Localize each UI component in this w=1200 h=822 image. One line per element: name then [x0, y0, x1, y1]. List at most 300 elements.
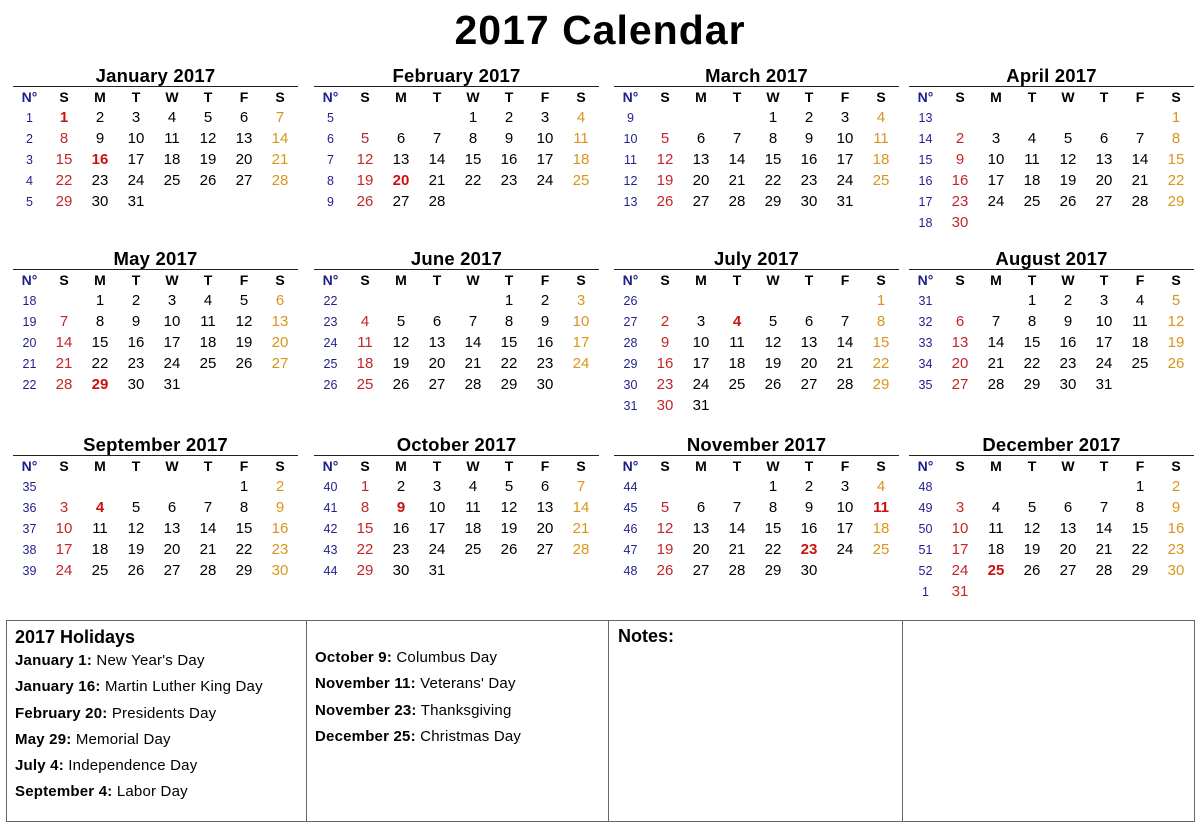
day-cell[interactable]: 16	[127, 334, 145, 351]
day-cell[interactable]: 1	[360, 478, 370, 495]
day-cell[interactable]: 6	[1099, 130, 1109, 147]
day-cell[interactable]: 11	[873, 499, 889, 516]
day-cell[interactable]: 25	[199, 355, 217, 372]
day-cell[interactable]: 23	[271, 541, 289, 558]
day-cell[interactable]: 30	[656, 397, 674, 414]
day-cell[interactable]: 29	[1023, 376, 1041, 393]
day-cell[interactable]: 1	[1135, 478, 1145, 495]
day-cell[interactable]: 15	[91, 334, 109, 351]
day-cell[interactable]: 24	[692, 376, 710, 393]
day-cell[interactable]: 26	[656, 562, 674, 579]
day-cell[interactable]: 16	[1059, 334, 1077, 351]
day-cell[interactable]: 29	[235, 562, 253, 579]
day-cell[interactable]: 10	[536, 130, 554, 147]
day-cell[interactable]: 11	[357, 334, 373, 351]
day-cell[interactable]: 12	[392, 334, 410, 351]
day-cell[interactable]: 4	[1027, 130, 1037, 147]
day-cell[interactable]: 25	[91, 562, 109, 579]
day-cell[interactable]: 27	[1059, 562, 1077, 579]
day-cell[interactable]: 22	[1023, 355, 1041, 372]
day-cell[interactable]: 15	[872, 334, 890, 351]
day-cell[interactable]: 24	[836, 172, 854, 189]
day-cell[interactable]: 3	[840, 478, 850, 495]
day-cell[interactable]: 12	[656, 520, 674, 537]
day-cell[interactable]: 26	[764, 376, 782, 393]
day-cell[interactable]: 10	[836, 130, 854, 147]
day-cell[interactable]: 30	[392, 562, 410, 579]
day-cell[interactable]: 18	[1023, 172, 1041, 189]
day-cell[interactable]: 29	[1131, 562, 1149, 579]
day-cell[interactable]: 30	[800, 562, 818, 579]
day-cell[interactable]: 28	[464, 376, 482, 393]
day-cell[interactable]: 27	[536, 541, 554, 558]
day-cell[interactable]: 19	[500, 520, 518, 537]
day-cell[interactable]: 19	[656, 172, 674, 189]
day-cell[interactable]: 19	[764, 355, 782, 372]
day-cell[interactable]: 6	[432, 313, 442, 330]
day-cell[interactable]: 15	[1131, 520, 1149, 537]
day-cell[interactable]: 9	[275, 499, 285, 516]
day-cell[interactable]: 16	[656, 355, 674, 372]
day-cell[interactable]: 8	[504, 313, 514, 330]
day-cell[interactable]: 7	[1099, 499, 1109, 516]
day-cell[interactable]: 8	[768, 499, 778, 516]
day-cell[interactable]: 17	[987, 172, 1005, 189]
notes-panel[interactable]	[609, 621, 903, 821]
day-cell[interactable]: 24	[428, 541, 446, 558]
day-cell[interactable]: 17	[55, 541, 73, 558]
day-cell[interactable]: 13	[271, 313, 289, 330]
day-cell[interactable]: 21	[199, 541, 217, 558]
day-cell[interactable]: 30	[800, 193, 818, 210]
day-cell[interactable]: 15	[500, 334, 518, 351]
day-cell[interactable]: 9	[955, 151, 965, 168]
day-cell[interactable]: 19	[356, 172, 374, 189]
day-cell[interactable]: 28	[199, 562, 217, 579]
day-cell[interactable]: 11	[465, 499, 481, 516]
day-cell[interactable]: 15	[356, 520, 374, 537]
day-cell[interactable]: 1	[59, 109, 69, 126]
day-cell[interactable]: 17	[1095, 334, 1113, 351]
day-cell[interactable]: 26	[1167, 355, 1185, 372]
day-cell[interactable]: 11	[200, 313, 216, 330]
day-cell[interactable]: 2	[95, 109, 105, 126]
day-cell[interactable]: 9	[95, 130, 105, 147]
day-cell[interactable]: 20	[392, 172, 410, 189]
day-cell[interactable]: 6	[540, 478, 550, 495]
day-cell[interactable]: 4	[468, 478, 478, 495]
day-cell[interactable]: 31	[692, 397, 710, 414]
day-cell[interactable]: 20	[692, 172, 710, 189]
day-cell[interactable]: 20	[536, 520, 554, 537]
day-cell[interactable]: 29	[500, 376, 518, 393]
day-cell[interactable]: 20	[1059, 541, 1077, 558]
day-cell[interactable]: 23	[500, 172, 518, 189]
day-cell[interactable]: 27	[800, 376, 818, 393]
day-cell[interactable]: 28	[1095, 562, 1113, 579]
day-cell[interactable]: 6	[239, 109, 249, 126]
day-cell[interactable]: 28	[728, 562, 746, 579]
day-cell[interactable]: 14	[987, 334, 1005, 351]
day-cell[interactable]: 19	[1023, 541, 1041, 558]
day-cell[interactable]: 17	[163, 334, 181, 351]
day-cell[interactable]: 29	[91, 376, 109, 393]
day-cell[interactable]: 22	[235, 541, 253, 558]
day-cell[interactable]: 17	[836, 151, 854, 168]
day-cell[interactable]: 11	[988, 520, 1004, 537]
day-cell[interactable]: 25	[872, 541, 890, 558]
day-cell[interactable]: 3	[59, 499, 69, 516]
day-cell[interactable]: 21	[728, 172, 746, 189]
day-cell[interactable]: 22	[872, 355, 890, 372]
day-cell[interactable]: 11	[1024, 151, 1040, 168]
day-cell[interactable]: 15	[1167, 151, 1185, 168]
notes-blank-panel[interactable]	[903, 621, 1194, 821]
day-cell[interactable]: 5	[360, 130, 370, 147]
day-cell[interactable]: 16	[800, 151, 818, 168]
day-cell[interactable]: 7	[732, 499, 742, 516]
day-cell[interactable]: 26	[356, 193, 374, 210]
day-cell[interactable]: 25	[1023, 193, 1041, 210]
day-cell[interactable]: 30	[271, 562, 289, 579]
day-cell[interactable]: 18	[163, 151, 181, 168]
day-cell[interactable]: 25	[163, 172, 181, 189]
day-cell[interactable]: 15	[235, 520, 253, 537]
day-cell[interactable]: 1	[239, 478, 249, 495]
day-cell[interactable]: 13	[536, 499, 554, 516]
day-cell[interactable]: 5	[203, 109, 213, 126]
day-cell[interactable]: 1	[768, 478, 778, 495]
day-cell[interactable]: 6	[167, 499, 177, 516]
day-cell[interactable]: 21	[55, 355, 73, 372]
day-cell[interactable]: 27	[1095, 193, 1113, 210]
day-cell[interactable]: 27	[692, 562, 710, 579]
day-cell[interactable]: 8	[876, 313, 886, 330]
day-cell[interactable]: 2	[1171, 478, 1181, 495]
day-cell[interactable]: 10	[836, 499, 854, 516]
day-cell[interactable]: 29	[764, 193, 782, 210]
day-cell[interactable]: 16	[91, 151, 109, 168]
day-cell[interactable]: 25	[572, 172, 590, 189]
day-cell[interactable]: 26	[127, 562, 145, 579]
day-cell[interactable]: 18	[1131, 334, 1149, 351]
day-cell[interactable]: 21	[572, 520, 590, 537]
day-cell[interactable]: 6	[955, 313, 965, 330]
day-cell[interactable]: 22	[91, 355, 109, 372]
day-cell[interactable]: 26	[1059, 193, 1077, 210]
day-cell[interactable]: 2	[955, 130, 965, 147]
day-cell[interactable]: 10	[987, 151, 1005, 168]
day-cell[interactable]: 31	[163, 376, 181, 393]
day-cell[interactable]: 4	[1135, 292, 1145, 309]
day-cell[interactable]: 16	[1167, 520, 1185, 537]
day-cell[interactable]: 26	[1023, 562, 1041, 579]
day-cell[interactable]: 27	[951, 376, 969, 393]
day-cell[interactable]: 3	[540, 109, 550, 126]
day-cell[interactable]: 5	[1063, 130, 1073, 147]
day-cell[interactable]: 20	[271, 334, 289, 351]
day-cell[interactable]: 24	[536, 172, 554, 189]
day-cell[interactable]: 6	[396, 130, 406, 147]
day-cell[interactable]: 9	[131, 313, 141, 330]
day-cell[interactable]: 22	[1131, 541, 1149, 558]
day-cell[interactable]: 25	[1131, 355, 1149, 372]
day-cell[interactable]: 18	[572, 151, 590, 168]
day-cell[interactable]: 6	[1063, 499, 1073, 516]
day-cell[interactable]: 27	[428, 376, 446, 393]
day-cell[interactable]: 14	[55, 334, 73, 351]
day-cell[interactable]: 28	[271, 172, 289, 189]
day-cell[interactable]: 2	[504, 109, 514, 126]
day-cell[interactable]: 26	[500, 541, 518, 558]
day-cell[interactable]: 30	[1167, 562, 1185, 579]
day-cell[interactable]: 19	[656, 541, 674, 558]
day-cell[interactable]: 1	[768, 109, 778, 126]
day-cell[interactable]: 17	[951, 541, 969, 558]
day-cell[interactable]: 14	[428, 151, 446, 168]
day-cell[interactable]: 12	[1023, 520, 1041, 537]
day-cell[interactable]: 17	[836, 520, 854, 537]
day-cell[interactable]: 4	[732, 313, 742, 330]
day-cell[interactable]: 17	[572, 334, 590, 351]
day-cell[interactable]: 7	[576, 478, 586, 495]
day-cell[interactable]: 25	[987, 562, 1005, 579]
day-cell[interactable]: 19	[1167, 334, 1185, 351]
day-cell[interactable]: 29	[1167, 193, 1185, 210]
day-cell[interactable]: 28	[572, 541, 590, 558]
day-cell[interactable]: 5	[1027, 499, 1037, 516]
day-cell[interactable]: 10	[55, 520, 73, 537]
day-cell[interactable]: 28	[728, 193, 746, 210]
day-cell[interactable]: 16	[392, 520, 410, 537]
day-cell[interactable]: 26	[235, 355, 253, 372]
day-cell[interactable]: 23	[127, 355, 145, 372]
day-cell[interactable]: 9	[1171, 499, 1181, 516]
day-cell[interactable]: 25	[872, 172, 890, 189]
day-cell[interactable]: 4	[95, 499, 105, 516]
day-cell[interactable]: 19	[235, 334, 253, 351]
day-cell[interactable]: 3	[167, 292, 177, 309]
day-cell[interactable]: 13	[1059, 520, 1077, 537]
day-cell[interactable]: 20	[163, 541, 181, 558]
day-cell[interactable]: 7	[59, 313, 69, 330]
day-cell[interactable]: 2	[804, 109, 814, 126]
day-cell[interactable]: 18	[872, 151, 890, 168]
day-cell[interactable]: 4	[167, 109, 177, 126]
day-cell[interactable]: 2	[540, 292, 550, 309]
day-cell[interactable]: 4	[991, 499, 1001, 516]
day-cell[interactable]: 3	[576, 292, 586, 309]
day-cell[interactable]: 29	[55, 193, 73, 210]
day-cell[interactable]: 17	[127, 151, 145, 168]
day-cell[interactable]: 28	[987, 376, 1005, 393]
day-cell[interactable]: 22	[764, 172, 782, 189]
day-cell[interactable]: 31	[1095, 376, 1113, 393]
day-cell[interactable]: 30	[1059, 376, 1077, 393]
day-cell[interactable]: 15	[1023, 334, 1041, 351]
day-cell[interactable]: 17	[692, 355, 710, 372]
day-cell[interactable]: 27	[271, 355, 289, 372]
day-cell[interactable]: 31	[951, 583, 969, 600]
day-cell[interactable]: 22	[764, 541, 782, 558]
day-cell[interactable]: 1	[504, 292, 514, 309]
day-cell[interactable]: 19	[392, 355, 410, 372]
day-cell[interactable]: 21	[428, 172, 446, 189]
day-cell[interactable]: 10	[692, 334, 710, 351]
day-cell[interactable]: 16	[951, 172, 969, 189]
day-cell[interactable]: 28	[1131, 193, 1149, 210]
day-cell[interactable]: 8	[1027, 313, 1037, 330]
day-cell[interactable]: 4	[876, 478, 886, 495]
day-cell[interactable]: 15	[55, 151, 73, 168]
day-cell[interactable]: 9	[396, 499, 406, 516]
day-cell[interactable]: 15	[464, 151, 482, 168]
day-cell[interactable]: 19	[1059, 172, 1077, 189]
day-cell[interactable]: 2	[660, 313, 670, 330]
day-cell[interactable]: 24	[572, 355, 590, 372]
day-cell[interactable]: 15	[764, 151, 782, 168]
day-cell[interactable]: 18	[464, 520, 482, 537]
day-cell[interactable]: 6	[696, 499, 706, 516]
day-cell[interactable]: 23	[1167, 541, 1185, 558]
day-cell[interactable]: 8	[360, 499, 370, 516]
day-cell[interactable]: 28	[55, 376, 73, 393]
day-cell[interactable]: 27	[392, 193, 410, 210]
day-cell[interactable]: 9	[540, 313, 550, 330]
day-cell[interactable]: 18	[728, 355, 746, 372]
day-cell[interactable]: 14	[199, 520, 217, 537]
day-cell[interactable]: 8	[468, 130, 478, 147]
day-cell[interactable]: 30	[91, 193, 109, 210]
day-cell[interactable]: 10	[1095, 313, 1113, 330]
day-cell[interactable]: 31	[428, 562, 446, 579]
day-cell[interactable]: 21	[271, 151, 289, 168]
day-cell[interactable]: 10	[951, 520, 969, 537]
day-cell[interactable]: 3	[840, 109, 850, 126]
day-cell[interactable]: 21	[728, 541, 746, 558]
day-cell[interactable]: 20	[1095, 172, 1113, 189]
day-cell[interactable]: 12	[356, 151, 374, 168]
day-cell[interactable]: 3	[131, 109, 141, 126]
day-cell[interactable]: 12	[764, 334, 782, 351]
day-cell[interactable]: 9	[804, 130, 814, 147]
day-cell[interactable]: 6	[696, 130, 706, 147]
day-cell[interactable]: 18	[987, 541, 1005, 558]
day-cell[interactable]: 1	[468, 109, 478, 126]
day-cell[interactable]: 20	[951, 355, 969, 372]
day-cell[interactable]: 3	[955, 499, 965, 516]
day-cell[interactable]: 2	[131, 292, 141, 309]
day-cell[interactable]: 24	[836, 541, 854, 558]
day-cell[interactable]: 13	[428, 334, 446, 351]
day-cell[interactable]: 2	[804, 478, 814, 495]
day-cell[interactable]: 20	[428, 355, 446, 372]
day-cell[interactable]: 25	[356, 376, 374, 393]
day-cell[interactable]: 17	[428, 520, 446, 537]
day-cell[interactable]: 7	[732, 130, 742, 147]
day-cell[interactable]: 18	[356, 355, 374, 372]
day-cell[interactable]: 14	[464, 334, 482, 351]
day-cell[interactable]: 26	[392, 376, 410, 393]
day-cell[interactable]: 4	[576, 109, 586, 126]
day-cell[interactable]: 7	[840, 313, 850, 330]
day-cell[interactable]: 12	[127, 520, 145, 537]
day-cell[interactable]: 19	[199, 151, 217, 168]
day-cell[interactable]: 14	[728, 151, 746, 168]
day-cell[interactable]: 1	[95, 292, 105, 309]
day-cell[interactable]: 11	[164, 130, 180, 147]
day-cell[interactable]: 10	[163, 313, 181, 330]
day-cell[interactable]: 20	[235, 151, 253, 168]
day-cell[interactable]: 27	[163, 562, 181, 579]
day-cell[interactable]: 5	[768, 313, 778, 330]
day-cell[interactable]: 21	[464, 355, 482, 372]
day-cell[interactable]: 14	[1095, 520, 1113, 537]
day-cell[interactable]: 21	[1095, 541, 1113, 558]
day-cell[interactable]: 8	[768, 130, 778, 147]
day-cell[interactable]: 11	[873, 130, 889, 147]
day-cell[interactable]: 27	[692, 193, 710, 210]
day-cell[interactable]: 14	[271, 130, 289, 147]
day-cell[interactable]: 7	[468, 313, 478, 330]
day-cell[interactable]: 13	[392, 151, 410, 168]
day-cell[interactable]: 12	[500, 499, 518, 516]
day-cell[interactable]: 25	[728, 376, 746, 393]
day-cell[interactable]: 11	[92, 520, 108, 537]
day-cell[interactable]: 12	[235, 313, 253, 330]
day-cell[interactable]: 27	[235, 172, 253, 189]
day-cell[interactable]: 29	[872, 376, 890, 393]
day-cell[interactable]: 13	[692, 151, 710, 168]
day-cell[interactable]: 1	[1171, 109, 1181, 126]
day-cell[interactable]: 14	[728, 520, 746, 537]
day-cell[interactable]: 7	[991, 313, 1001, 330]
day-cell[interactable]: 28	[836, 376, 854, 393]
day-cell[interactable]: 16	[536, 334, 554, 351]
day-cell[interactable]: 13	[692, 520, 710, 537]
day-cell[interactable]: 10	[428, 499, 446, 516]
day-cell[interactable]: 21	[836, 355, 854, 372]
day-cell[interactable]: 31	[127, 193, 145, 210]
day-cell[interactable]: 11	[1132, 313, 1148, 330]
day-cell[interactable]: 11	[573, 130, 589, 147]
day-cell[interactable]: 23	[1059, 355, 1077, 372]
day-cell[interactable]: 12	[656, 151, 674, 168]
day-cell[interactable]: 24	[127, 172, 145, 189]
day-cell[interactable]: 23	[800, 172, 818, 189]
day-cell[interactable]: 9	[660, 334, 670, 351]
day-cell[interactable]: 28	[428, 193, 446, 210]
day-cell[interactable]: 3	[696, 313, 706, 330]
day-cell[interactable]: 6	[275, 292, 285, 309]
day-cell[interactable]: 20	[692, 541, 710, 558]
day-cell[interactable]: 24	[1095, 355, 1113, 372]
day-cell[interactable]: 7	[275, 109, 285, 126]
day-cell[interactable]: 6	[804, 313, 814, 330]
day-cell[interactable]: 29	[764, 562, 782, 579]
day-cell[interactable]: 30	[127, 376, 145, 393]
day-cell[interactable]: 7	[203, 499, 213, 516]
day-cell[interactable]: 5	[660, 130, 670, 147]
day-cell[interactable]: 5	[239, 292, 249, 309]
day-cell[interactable]: 30	[536, 376, 554, 393]
day-cell[interactable]: 5	[504, 478, 514, 495]
day-cell[interactable]: 30	[951, 214, 969, 231]
day-cell[interactable]: 22	[464, 172, 482, 189]
day-cell[interactable]: 13	[163, 520, 181, 537]
day-cell[interactable]: 22	[356, 541, 374, 558]
day-cell[interactable]: 2	[396, 478, 406, 495]
